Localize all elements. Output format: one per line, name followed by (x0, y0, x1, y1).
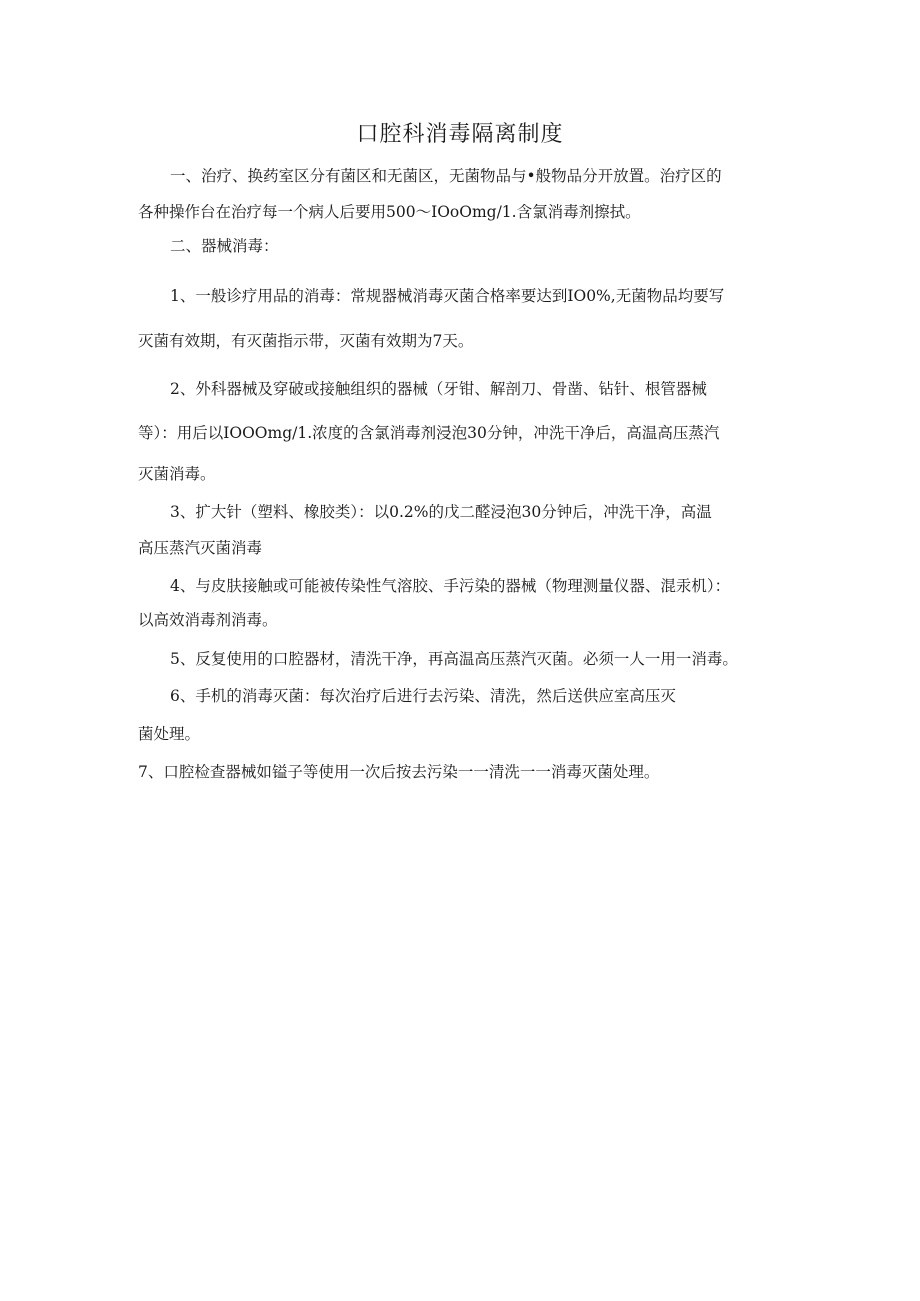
paragraph-line: 灭菌有效期，有灭菌指示带，灭菌有效期为7天。 (138, 332, 474, 350)
paragraph-line: 一、治疗、换药室区分有菌区和无菌区，无菌物品与•般物品分开放置。治疗区的 (170, 167, 722, 185)
paragraph-line: 7、口腔检查器械如镒子等使用一次后按去污染一一清洗一一消毒灭菌处理。 (138, 763, 660, 781)
paragraph-line: 以高效消毒剂消毒。 (138, 611, 278, 629)
paragraph-line: 各种操作台在治疗每一个病人后要用500～IOoOmg/1.含氯消毒剂擦拭。 (138, 203, 641, 221)
section-heading: 二、器械消毒： (170, 237, 279, 255)
paragraph-line: 菌处理。 (138, 725, 201, 743)
paragraph-line: 高压蒸汽灭菌消毒 (138, 539, 263, 557)
paragraph-line: 等）：用后以IOOOmg/1.浓度的含氯消毒剂浸泡30分钟，冲洗干净后，高温高压蒸汽 (138, 424, 720, 442)
paragraph-line: 6、手机的消毒灭菌：每次治疗后进行去污染、清洗，然后送供应室高压灭 (170, 687, 676, 705)
paragraph-line: 2、外科器械及穿破或接触组织的器械（牙钳、解剖刀、骨凿、钻针、根管器械 (170, 380, 707, 398)
paragraph-line: 3、扩大针（塑料、橡胶类）：以0.2%的戊二醛浸泡30分钟后，冲洗干净，高温 (170, 503, 712, 521)
paragraph-line: 灭菌消毒。 (138, 465, 216, 483)
paragraph-line: 1、一般诊疗用品的消毒：常规器械消毒灭菌合格率要达到IO0%,无菌物品均要写 (170, 287, 725, 305)
paragraph-line: 4、与皮肤接触或可能被传染性气溶胶、手污染的器械（物理测量仪器、混汞机）： (170, 577, 731, 595)
paragraph-line: 5、反复使用的口腔器材，清洗干净，再高温高压蒸汽灭菌。必须一人一用一消毒。 (170, 650, 738, 668)
page-title: 口腔科消毒隔离制度 (356, 122, 564, 147)
